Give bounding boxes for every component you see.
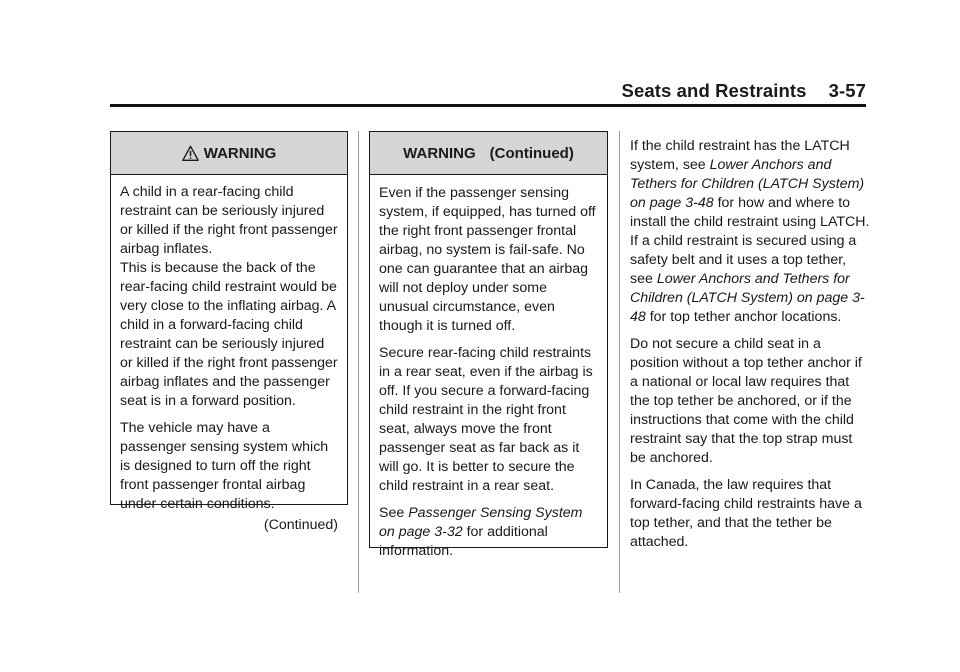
- page-number: 3-57: [828, 80, 866, 101]
- body-paragraph: In Canada, the law requires that forward-facing child restraints have a top tether, and that the tether be attached.: [630, 477, 862, 550]
- warning-text: This is because the back of the rear-facing child restraint would be very close to the inflating airbag. A child in a forward-facing child restraint can be seriously injured or killed if the right front passenger airbag inflates and the passenger seat is in a forward position.: [120, 260, 338, 409]
- body-paragraph: [630, 137, 870, 327]
- cross-reference: Lower Anchors and Tethers for Children (LATCH System) on page 3-48: [630, 157, 865, 211]
- warning-title: WARNING: [403, 144, 476, 162]
- column-divider-2: [619, 131, 620, 593]
- cross-reference: Passenger Sensing System on page 3-32: [379, 505, 583, 540]
- body-text: If the child restraint has the LATCH system, see: [630, 138, 850, 173]
- warning-box-1-header: [111, 132, 347, 175]
- warning-text: for additional information.: [379, 524, 548, 559]
- warning-box-1: [110, 131, 348, 533]
- warning-title: WARNING: [203, 144, 277, 162]
- body-text: for top tether anchor locations.: [645, 309, 842, 325]
- header-rule: [110, 104, 866, 107]
- column-divider-1: [358, 131, 359, 593]
- warning-paragraph: [379, 504, 598, 561]
- warning-title-suffix: (Continued): [489, 144, 574, 162]
- section-title: Seats and Restraints: [621, 80, 807, 101]
- body-column-3: [630, 137, 870, 560]
- warning-box-2-header: [370, 132, 607, 175]
- warning-paragraph: The vehicle may have a passenger sensing system which is designed to turn off the right front passenger frontal airbag under certain conditions.: [120, 420, 329, 512]
- warning-box-2-body: [370, 175, 607, 561]
- continued-label: (Continued): [263, 517, 338, 533]
- warning-text: A child in a rear-facing child restraint can be seriously injured or killed if the right front passenger airbag inflates.: [120, 184, 338, 257]
- body-paragraph: Do not secure a child seat in a position without a top tether anchor if a national or local law requires that the top tether be anchored, or if the instructions that come with the child restraint say that the top strap must be anchored.: [630, 336, 862, 466]
- cross-reference: Lower Anchors and Tethers for Children (LATCH System) on page 3-48: [630, 271, 865, 325]
- warning-paragraph: Even if the passenger sensing system, if equipped, has turned off the right front passenger frontal airbag, no system is fail-safe. No one can guarantee that an airbag will not deploy under some unusual circumstance, even though it is turned off.: [379, 185, 596, 334]
- warning-paragraph: Secure rear-facing child restraints in a rear seat, even if the airbag is off. If you secure a forward-facing child restraint in the right front seat, always move the front passenger seat as far back as it will go. It is better to secure the child restraint in a rear seat.: [379, 345, 593, 494]
- warning-triangle-icon: [182, 145, 199, 162]
- warning-box-2: [369, 131, 608, 559]
- warning-box-1-body: [111, 175, 347, 535]
- warning-paragraph: [120, 183, 338, 411]
- page-header: [110, 80, 866, 104]
- body-text: for how and where to install the child restraint using LATCH. If a child restraint is secured using a safety belt and it uses a top tether, see: [630, 195, 870, 287]
- warning-text: See: [379, 505, 409, 521]
